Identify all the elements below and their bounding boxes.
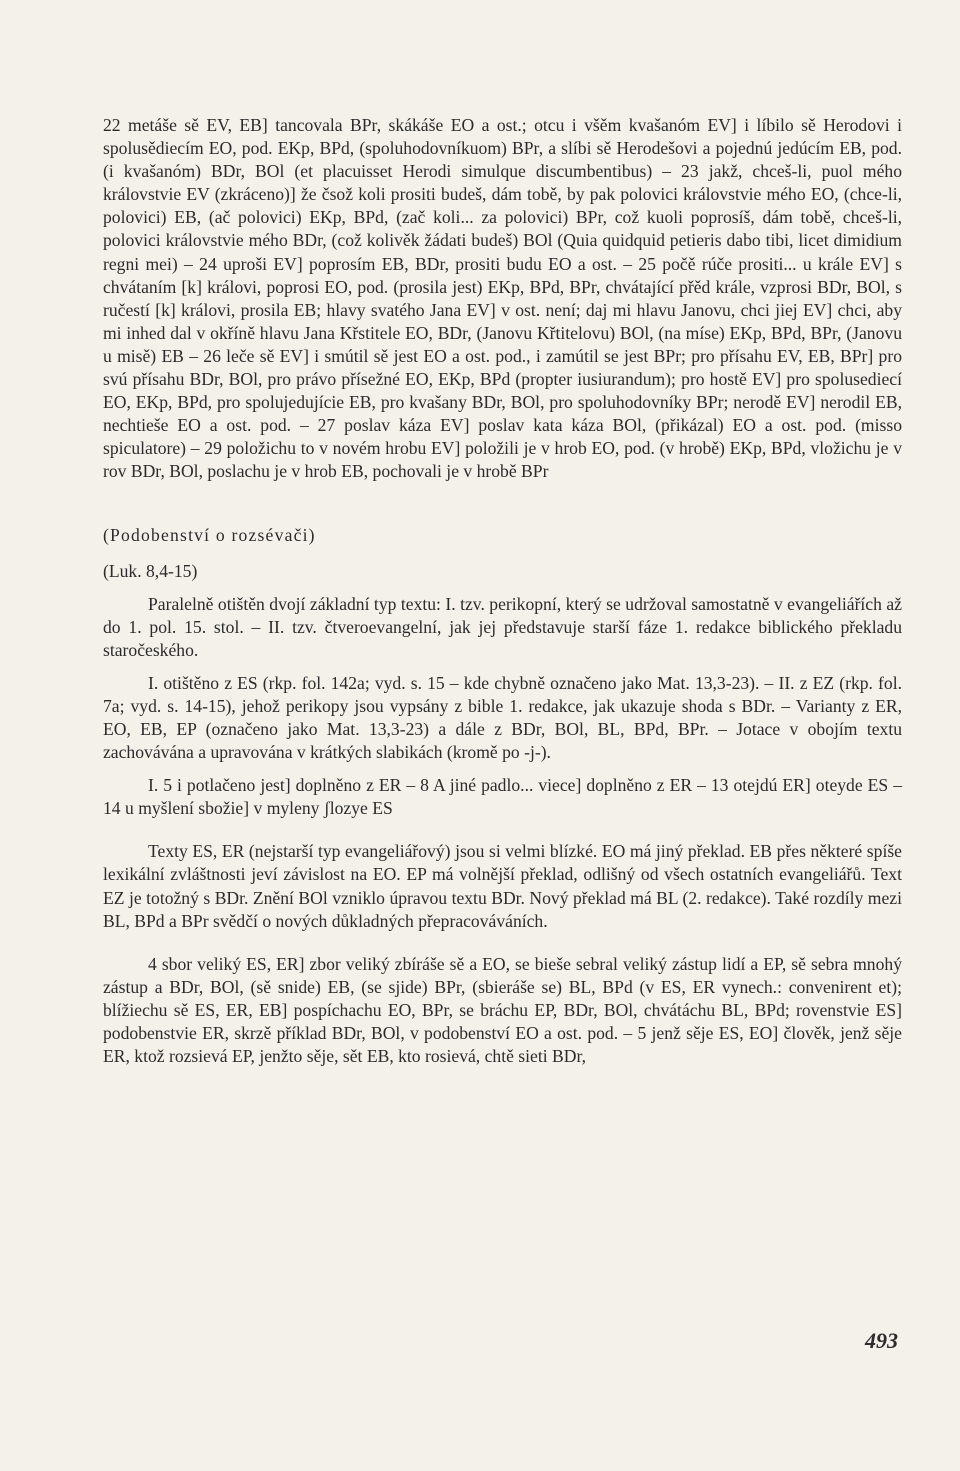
apparatus-bottom: 4 sbor veliký ES, ER] zbor veliký zbíráše sě a EO, se bieše sebral veliký zástup lidí a EP, sě sebra mnohý zástup a BDr, BOl, (sě snide) EB, (se sjide) BPr, (sbieráše se) BL, BPd (v ES, ER vynech.: convenirent et); blížiechu sě ES, ER, EB] pospíchachu EO, BPr, se bráchu EP, BDr, BOl, chvátáchu BL, BPd; rovenstvie ES] podobenstvie ER, skrzě příklad BDr, BOl, v podobenství EO a ost. pod. – 5 jenž sěje ES, EO] člověk, jenž sěje ER, ktož rozsievá EP, jenžto sěje, sět EB, kto rosievá, chtě sieti BDr,: [103, 953, 902, 1067]
notes-paragraph: I. 5 i potlačeno jest] doplněno z ER – 8 A jiné padlo... viece] doplněno z ER – 13 otejdú ER] oteyde ES – 14 u myšlení sbožie] v myleny ʃlozye ES: [103, 775, 902, 819]
section-reference: (Luk. 8,4-15): [103, 560, 198, 581]
section-title: (Podobenství o rozsévači): [103, 524, 316, 545]
texts-paragraph: Texty ES, ER (nejstarší typ evangeliářový) jsou si velmi blízké. EO má jiný překlad. EB přes některé spíše lexikální zvláštnosti jeví závislost na EO. EP má volnější překlad, odlišný od všech ostatních evangeliářů. Text EZ je totožný s BDr. Znění BOl vzniklo úpravou textu BDr. Nový překlad má BL (2. redakce). Také rozdíly mezi BL, BPd a BPr svědčí o nových důkladných přepracováváních.: [103, 841, 902, 931]
apparatus-top: 22 metáše sě EV, EB] tancovala BPr, skákáše EO a ost.; otcu i všěm kvašanóm EV] i líbilo sě Herodovi i spolusědiecím EO, pod. EKp, BPd, (spoluhodovníkuom) BPr, a slíbi sě Herodešovi a pojednú jedúcím EB, pod. (i kvašanóm) BDr, BOl (et placuisset Herodi simulque discumbentibus) – 23 jakž, chceš-li, puol mého královstvie EV (zkráceno)] že čsož koli prositi budeš, dám tobě, by pak polovici královstvie mého EO, (chce-li, polovici) EB, (ač polovici) EKp, BPd, (zač koli... za polovici) BPr, což kuoli poprosíš, dám tobě, chceš-li, polovici královstvie mého BDr, (což kolivěk žádati budeš) BOl (Quia quidquid petieris dabo tibi, licet dimidium regni mei) – 24 uproši EV] poprosím EB, BDr, prositi budu EO a ost. – 25 počě rúče prositi... u krále EV] s chvátaním [k] královi, poprosi EO, pod. (prosila jest) EKp, BPd, BPr, chvátající přěd krále, vzprosi BDr, BOl, s ručestí [k] královi, prosila EB; hlavy svatého Jana EV] v ost. není; daj mi hlavu Janovu, chci jiej EV] chci, aby mi inhed dal v okříně hlavu Jana Křstitele EO, BDr, (Janovu Křtitelovu) BOl, (na míse) EKp, BPd, BPr, (Janovu u misě) EB – 26 leče sě EV] i smútil sě jest EO a ost. pod., i zamútil se jest BPr; pro přísahu EV, EB, BPr] pro svú přísahu BDr, BOl, pro právo přísežné EO, EKp, BPd (propter iusiurandum); pro hostě EV] pro spolusediecí EO, EKp, BPd, pro spolujedujície EB, pro kvašany BDr, BOl, pro spoluhodovníky BPr; nerodě EV] nerodil EB, nechtieše EO a ost. pod. – 27 poslav káza EV] poslav kata káza BOl, (přikázal) EO a ost. pod. (misso spiculatore) – 29 položichu to v novém hrobu EV] položili je v hrob EO, pod. (v hrobě) EKp, BPd, vložichu je v rov BDr, BOl, poslachu je v hrob EB, pochovali je v hrobě BPr: [103, 115, 902, 482]
sources-paragraph: I. otištěno z ES (rkp. fol. 142a; vyd. s. 15 – kde chybně označeno jako Mat. 13,3-23). – II. z EZ (rkp. fol. 7a; vyd. s. 14-15), jehož perikopy jsou vypsány z bible 1. redakce, jak ukazuje shoda s BDr. – Varianty z ER, EO, EB, EP (označeno jako Mat. 13,3-23) a dále z BDr, BOl, BL, BPd, BPr. – Jotace v obojím textu zachovávána a upravována v krátkých slabikách (kromě po -j-).: [103, 672, 902, 763]
page-number: 493: [865, 1328, 898, 1353]
intro-paragraph: Paralelně otištěn dvojí základní typ textu: I. tzv. perikopní, který se udržoval samostatně v evangeliářích až do 1. pol. 15. stol. – II. tzv. čtveroevangelní, jak jej představuje starší fáze 1. redakce biblického překladu staročeského.: [103, 593, 902, 660]
